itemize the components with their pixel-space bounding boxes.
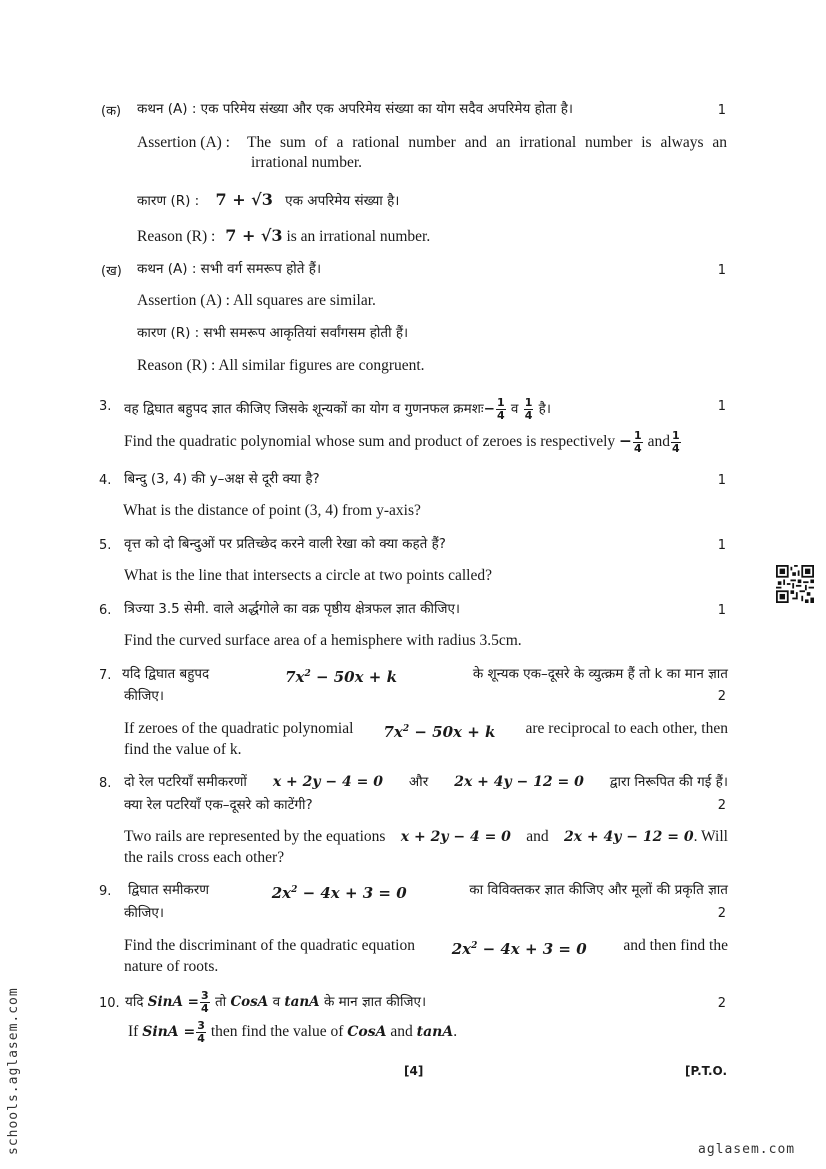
q6-english: Find the curved surface area of a hemisphere with radius 3.5cm.: [124, 632, 522, 649]
math-expression: tanA: [284, 994, 320, 1010]
q8-english-line1: Two rails are represented by the equations x + 2y − 4 = 0 and 2x + 4y − 12 = 0. Will: [124, 828, 728, 845]
math-expression: $7x^2 - 50x + k$: [285, 668, 397, 686]
q2a-reason-en: Reason (R) : 7 + √3 is an irrational number.: [137, 226, 431, 245]
q2a-assertion-en-line2: irrational number.: [251, 154, 363, 171]
fraction: $\frac{1}{4}$: [634, 428, 642, 455]
q7-marks: 2: [717, 689, 726, 704]
q9-number: 9.: [99, 884, 112, 899]
q2a-assertion-hindi: कथन (A) : एक परिमेय संख्या और एक अपरिमेय संख्या का योग सदैव अपरिमेय होता है।: [137, 101, 573, 117]
q3-number: 3.: [99, 399, 112, 414]
q4-hindi: बिन्दु (3, 4) की y–अक्ष से दूरी क्या है?: [124, 471, 320, 487]
math-expression: $2x^2 - 4x + 3 = 0$: [271, 884, 407, 902]
math-expression: SinA =: [147, 994, 199, 1010]
q10-english: If SinA = $\frac{3}{4}$ then find the value of CosA and tanA.: [128, 1018, 458, 1045]
qr-code-icon: [776, 565, 814, 603]
q9-marks: 2: [717, 906, 726, 921]
fraction: $\frac{3}{4}$: [200, 988, 209, 1015]
q4-marks: 1: [717, 473, 726, 488]
q3-hindi: वह द्विघात बहुपद ज्ञात कीजिए जिसके शून्यकों का योग व गुणनफल क्रमशः− $\frac{1}{4}$ व $\frac{1}{4}$ है।: [124, 395, 551, 422]
q5-marks: 1: [717, 538, 726, 553]
q3-english: Find the quadratic polynomial whose sum and product of zeroes is respectively − $\frac{1}{4}$ and $\frac{1}{4}$: [124, 428, 680, 455]
q2b-reason-en: Reason (R) : All similar figures are congruent.: [137, 357, 425, 374]
q10-marks: 2: [717, 996, 726, 1011]
q3-marks: 1: [717, 399, 726, 414]
q7-hindi-line1: यदि द्विघात बहुपद $7x^2 - 50x + k$ के शून्यक एक–दूसरे के व्युत्क्रम हैं तो k का मान ज्ञात: [122, 666, 728, 686]
q2a-marks: 1: [717, 103, 726, 118]
fraction: $\frac{3}{4}$: [197, 1018, 205, 1045]
math-expression: 7 + √3: [215, 190, 273, 209]
q9-hindi-line1: द्विघात समीकरण $2x^2 - 4x + 3 = 0$ का विविक्तकर ज्ञात कीजिए और मूलों की प्रकृति ज्ञात: [128, 882, 728, 902]
q9-english-line2: nature of roots.: [124, 958, 219, 975]
math-expression: tanA: [416, 1024, 454, 1040]
q8-english-line2: the rails cross each other?: [124, 849, 285, 866]
q2a-reason-hindi: कारण (R) : 7 + √3 एक अपरिमेय संख्या है।: [137, 190, 400, 209]
q2a-label: (क): [101, 104, 122, 119]
math-expression: 7 + √3: [225, 226, 283, 245]
q8-marks: 2: [717, 798, 726, 813]
q8-hindi-line2: क्या रेल पटरियाँ एक–दूसरे को काटेंगी?: [124, 797, 313, 813]
q5-number: 5.: [99, 538, 112, 553]
q8-number: 8.: [99, 776, 112, 791]
q8-hindi-line1: दो रेल पटरियाँ समीकरणों x + 2y − 4 = 0 और 2x + 4y − 12 = 0 द्वारा निरूपित की गई हैं।: [124, 774, 728, 790]
q5-hindi: वृत्त को दो बिन्दुओं पर प्रतिच्छेद करने वाली रेखा को क्या कहते हैं?: [124, 536, 446, 552]
q7-number: 7.: [99, 668, 112, 683]
fraction: $\frac{1}{4}$: [524, 395, 533, 422]
math-expression: $7x^2 - 50x + k$: [383, 723, 496, 741]
q2b-marks: 1: [717, 263, 726, 278]
q2a-assertion-en-prefix: Assertion (A) :: [137, 134, 230, 151]
q5-english: What is the line that intersects a circle at two points called?: [124, 567, 492, 584]
math-expression: 2x + 4y − 12 = 0: [563, 829, 694, 845]
math-expression: CosA: [230, 994, 269, 1010]
q7-hindi-line2: कीजिए।: [124, 688, 164, 704]
q9-english-line1: Find the discriminant of the quadratic equation $2x^2 - 4x + 3 = 0$ and then find the: [124, 937, 728, 958]
math-expression: $2x^2 - 4x + 3 = 0$: [451, 940, 587, 958]
math-expression: x + 2y − 4 = 0: [272, 774, 383, 790]
bottom-watermark: aglasem.com: [698, 1142, 796, 1157]
q6-hindi: त्रिज्या 3.5 सेमी. वाले अर्द्धगोले का वक्र पृष्ठीय क्षेत्रफल ज्ञात कीजिए।: [124, 601, 461, 617]
page-number: [4]: [404, 1064, 424, 1078]
math-expression: SinA =: [142, 1024, 196, 1040]
q7-english-line2: find the value of k.: [124, 741, 242, 758]
q2b-reason-hindi: कारण (R) : सभी समरूप आकृतियां सर्वांगसम होती हैं।: [137, 325, 409, 341]
side-watermark: schools.aglasem.com: [6, 987, 21, 1155]
q6-marks: 1: [717, 603, 726, 618]
q2a-assertion-en-line1: The sum of a rational number and an irrational number is always an: [247, 134, 727, 151]
q10-number: 10.: [99, 996, 120, 1011]
math-expression: x + 2y − 4 = 0: [400, 829, 511, 845]
q2b-label: (ख): [101, 264, 122, 279]
q4-english: What is the distance of point (3, 4) from y-axis?: [123, 502, 421, 519]
q6-number: 6.: [99, 603, 112, 618]
q2b-assertion-en: Assertion (A) : All squares are similar.: [137, 292, 376, 309]
fraction: $\frac{1}{4}$: [671, 428, 680, 455]
math-expression: CosA: [347, 1024, 387, 1040]
q4-number: 4.: [99, 473, 112, 488]
q10-hindi: यदि SinA = $\frac{3}{4}$ तो CosA व tanA के मान ज्ञात कीजिए।: [125, 988, 427, 1015]
q9-hindi-line2: कीजिए।: [124, 905, 164, 921]
pto-label: [P.T.O.: [685, 1064, 728, 1078]
math-expression: 2x + 4y − 12 = 0: [454, 774, 584, 790]
q7-english-line1: If zeroes of the quadratic polynomial $7x^2 - 50x + k$ are reciprocal to each other, then: [124, 720, 728, 741]
fraction: $\frac{1}{4}$: [496, 395, 505, 422]
q2b-assertion-hindi: कथन (A) : सभी वर्ग समरूप होते हैं।: [137, 261, 322, 277]
